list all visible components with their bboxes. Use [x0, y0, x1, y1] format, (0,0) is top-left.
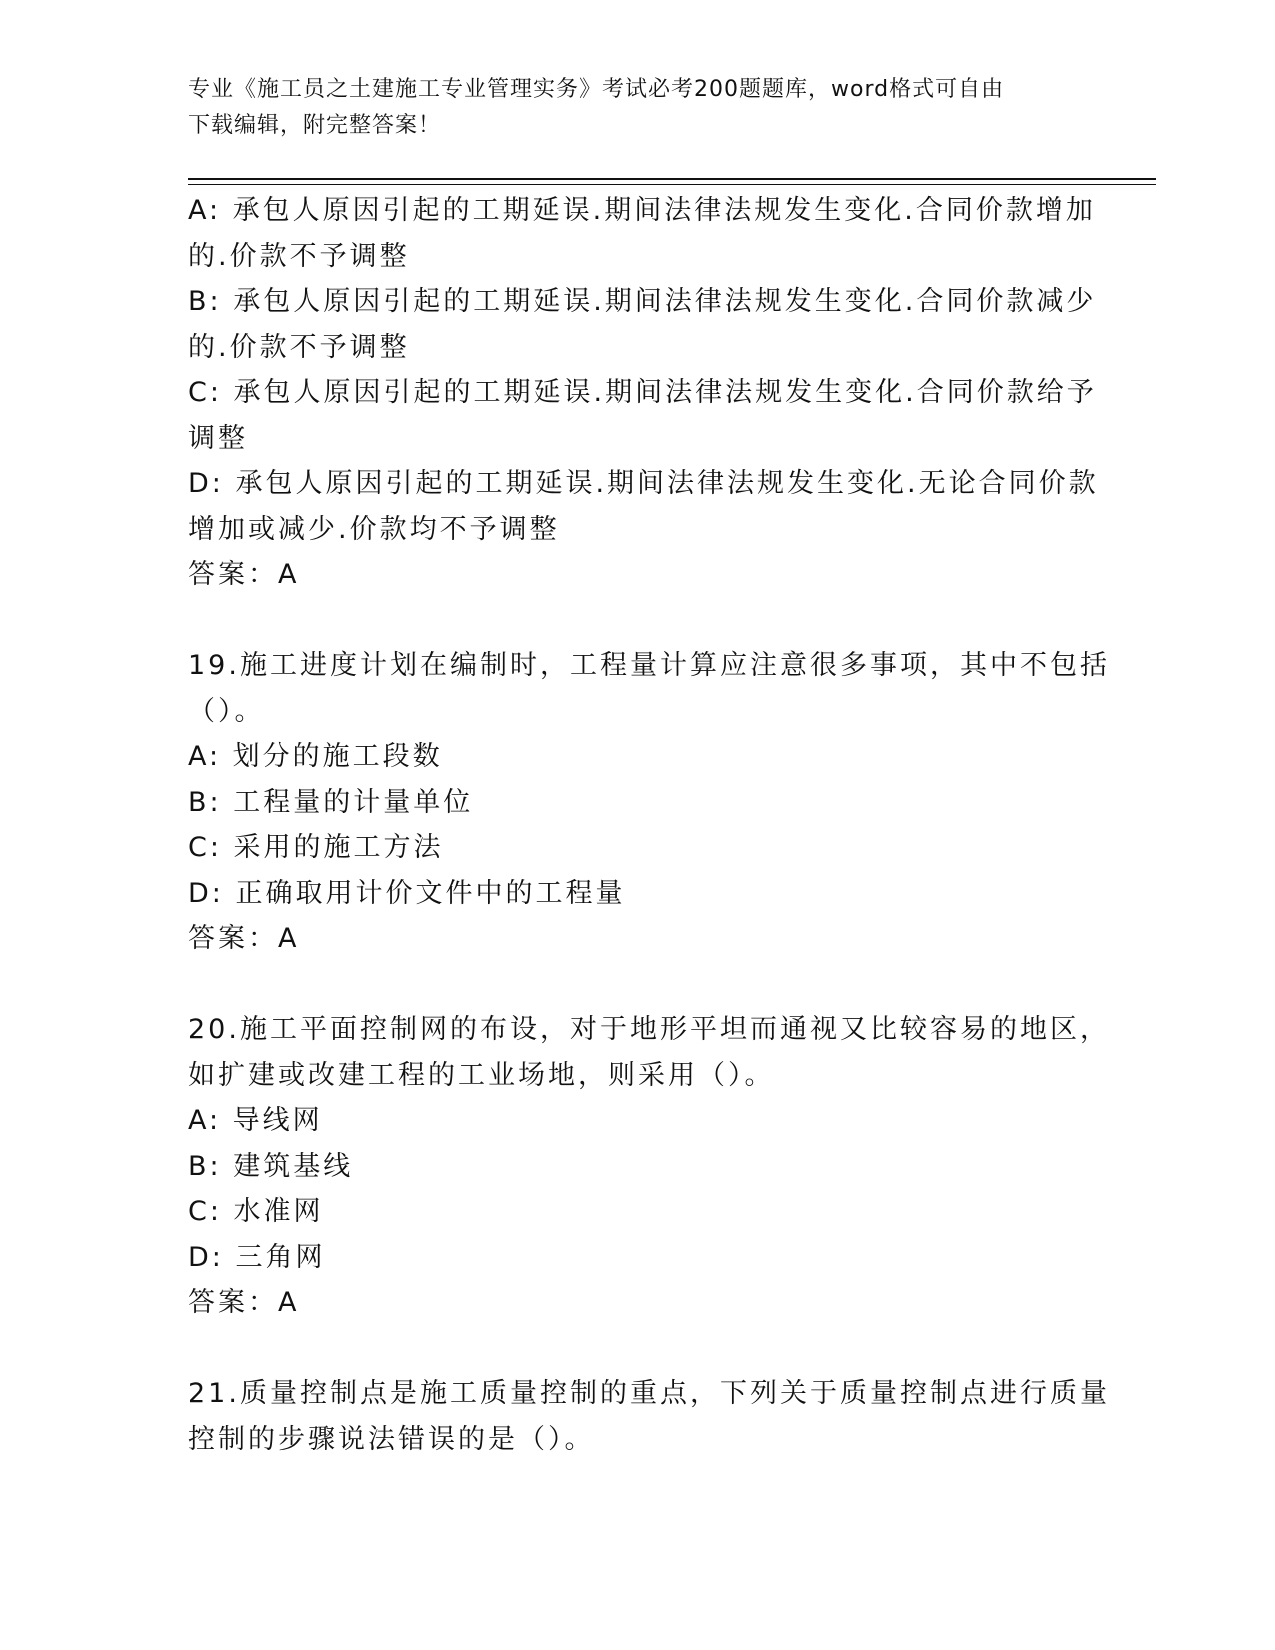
header-line-2: 下载编辑，附完整答案！: [188, 113, 442, 138]
question-20-block: [188, 1007, 1110, 1326]
header-line-1: 专业《施工员之土建施工专业管理实务》考试必考200题题库，word格式可自由: [188, 77, 1005, 102]
option-a: [188, 188, 1096, 279]
answer-label: 答案：A: [188, 559, 300, 590]
option-b: B: 建筑基线: [188, 1150, 354, 1182]
question-text-line-1: 20.施工平面控制网的布设，对于地形平坦而通视又比较容易的地区，: [188, 1014, 1110, 1045]
option-b-line-2: 的.价款不予调整: [188, 331, 410, 363]
answer-label: 答案：A: [188, 1287, 300, 1318]
question-text-line-2: （）。: [188, 695, 265, 727]
option-a: A: 导线网: [188, 1105, 323, 1136]
option-d: [188, 461, 1099, 552]
document-header: [188, 72, 1088, 144]
header-rule-thick: [188, 178, 1156, 180]
header-rule-thin: [188, 184, 1156, 185]
option-c: C: 水准网: [188, 1196, 324, 1227]
option-a: A: 划分的施工段数: [188, 741, 443, 772]
option-c-line-2: 调整: [188, 422, 248, 454]
option-c: C: 采用的施工方法: [188, 832, 444, 863]
answer-label: 答案：A: [188, 923, 300, 954]
question-19-block: [188, 643, 1110, 962]
option-c: [188, 370, 1097, 461]
option-d-line-2: 增加或减少.价款均不予调整: [188, 513, 560, 545]
spacer: [188, 1326, 1088, 1372]
option-a-line-1: A: 承包人原因引起的工期延误.期间法律法规发生变化.合同价款增加: [188, 195, 1096, 226]
spacer: [188, 962, 1088, 1008]
question-text-line-2: 如扩建或改建工程的工业场地，则采用（）。: [188, 1059, 775, 1091]
option-c-line-1: C: 承包人原因引起的工期延误.期间法律法规发生变化.合同价款给予: [188, 377, 1097, 408]
option-d: D: 正确取用计价文件中的工程量: [188, 877, 626, 909]
question-18-block: [188, 188, 1099, 598]
question-text-line-1: 19.施工进度计划在编制时，工程量计算应注意很多事项，其中不包括: [188, 650, 1110, 681]
document-body: [188, 188, 1110, 1462]
question-text-line-2: 控制的步骤说法错误的是（）。: [188, 1423, 595, 1455]
option-b: [188, 279, 1097, 370]
option-b-line-1: B: 承包人原因引起的工期延误.期间法律法规发生变化.合同价款减少: [188, 286, 1097, 317]
question-text-line-1: 21.质量控制点是施工质量控制的重点，下列关于质量控制点进行质量: [188, 1378, 1110, 1409]
option-b: B: 工程量的计量单位: [188, 786, 474, 818]
option-a-line-2: 的.价款不予调整: [188, 240, 410, 272]
spacer: [188, 598, 1088, 644]
option-d-line-1: D: 承包人原因引起的工期延误.期间法律法规发生变化.无论合同价款: [188, 468, 1099, 499]
option-d: D: 三角网: [188, 1241, 326, 1273]
question-21-block: [188, 1371, 1110, 1462]
